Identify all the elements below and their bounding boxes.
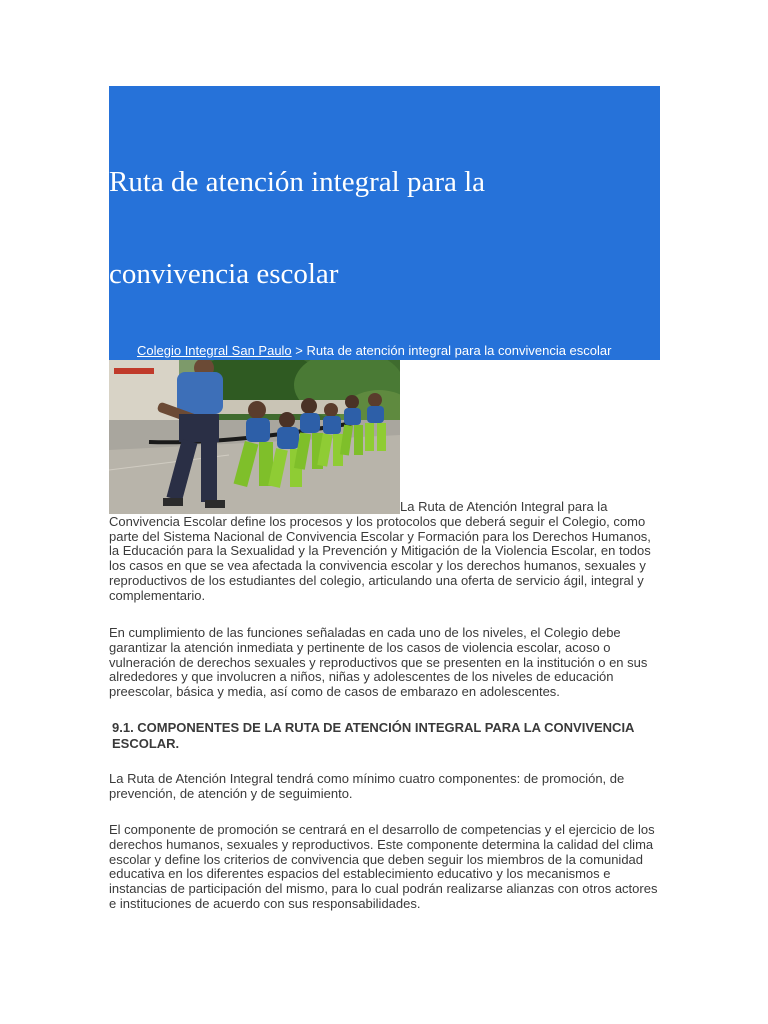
students-photo — [109, 360, 400, 514]
breadcrumb-current: Ruta de atención integral para la convivencia escolar — [306, 343, 612, 358]
paragraph-fulfillment: En cumplimiento de las funciones señaladas en cada uno de los niveles, el Colegio debe garantizar la atención inmediata y pertinente de los casos de violencia escolar, acoso o vulneración de derechos sexuales y reproductivos que se presenten en la institución o en sus alrededores y que involucren a niños, niñas y adolescentes de los niveles de educación preescolar, básica y media, así como de casos de embarazo en adolescentes. — [109, 625, 648, 700]
page-title-line1: Ruta de atención integral para la — [109, 166, 486, 198]
intro-rest: Convivencia Escolar define los procesos y los protocolos que deberá seguir el Colegio, como parte del Sistema Nacional de Convivencia Escolar y Formación para los Derechos Humanos, la Educación para la Sexualidad y la Prevención y Mitigación de la Violencia Escolar, en todos los casos en que se vea afectada la convivencia escolar y los derechos humanos, sexuales y reproductivos de los estudiantes del colegio, articulando una oferta de servicio ágil, integral y complementario. — [109, 513, 651, 603]
photo-students-tug-of-war — [109, 360, 400, 514]
breadcrumb — [137, 343, 611, 358]
paragraph-promotion: El componente de promoción se centrará en el desarrollo de competencias y el ejercicio de los derechos humanos, sexuales y reproductivos. Este componente determina la calidad del clima escolar y define los criterios de convivencia que deben seguir los miembros de la comunidad educativa en los diferentes espacios del establecimiento educativo y los mecanismos e instancias de participación del mismo, para lo cual podrán realizarse alianzas con otros actores e instituciones de acuerdo con sus responsabilidades. — [109, 822, 658, 911]
page-title — [109, 136, 639, 320]
breadcrumb-home-link[interactable]: Colegio Integral San Paulo — [137, 343, 292, 358]
breadcrumb-separator: > — [291, 343, 307, 358]
page-title-line2: convivencia escolar — [109, 258, 339, 290]
paragraph-components: La Ruta de Atención Integral tendrá como mínimo cuatro componentes: de promoción, de prevención, de atención y de seguimiento. — [109, 771, 625, 801]
intro-first-line: La Ruta de Atención Integral para la — [400, 499, 608, 514]
intro-paragraph — [109, 500, 659, 604]
section-heading: 9.1. COMPONENTES DE LA RUTA DE ATENCIÓN INTEGRAL PARA LA CONVIVENCIA ESCOLAR. — [112, 720, 634, 751]
